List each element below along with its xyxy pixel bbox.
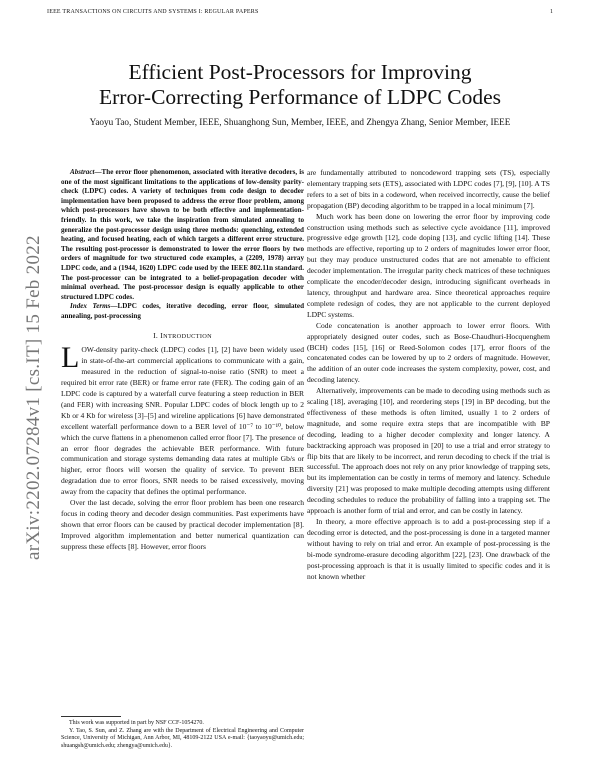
- index-terms-label: Index Terms: [70, 302, 111, 311]
- intro-paragraph-2: Over the last decade, solving the error floor problem has been one research focus in coding theory and decoder design communities. Past experiments have shown that error floors can be caused by practical decoder implementation [8]. Improved algorithm implementation and better numerical quantization can suppress these effects [8]. However, error floors: [61, 498, 304, 551]
- abstract-label: Abstract: [70, 168, 95, 176]
- right-column: [307, 168, 550, 582]
- section-title-initial: I: [160, 330, 164, 340]
- footnote-affiliation: Y. Tao, S. Sun, and Z. Zhang are with the Department of Electrical Engineering and Computer Science, University of Michigan, Ann Arbor, MI, 48109-2122 USA e-mail: {taoyaoyu@umich.edu; shuangsh@umich.edu; zhengya@umich.edu}.: [61, 727, 304, 749]
- running-header: IEEE TRANSACTIONS ON CIRCUITS AND SYSTEMS I: REGULAR PAPERS: [47, 9, 259, 15]
- section-title-rest: NTRODUCTION: [163, 332, 212, 340]
- intro-paragraph-1-text: OW-density parity-check (LDPC) codes [1], [2] have been widely used in state-of-the-art commercial applications to communicate with a gain, measured in the reduction of signal-to-noise ratio (SNR) to meet a required bit error rate (BER) or frame error rate (FER). The coding gain of an LDPC code is captured by a waterfall curve featuring a steep reduction in BER (and FER) with increasing SNR. Popular LDPC codes of block length up to 2 Kb or 4 Kb for wireless [3]–[5] and wireline applications [6] have demonstrated excellent waterfall performance down to a BER level of 10⁻⁷ to 10⁻¹⁰, below which the curve flattens in a phenomenon called error floor [7]. The presence of an error floor degrades the achievable BER performance. With future communication and storage systems demanding data rates at multiple Gb/s or higher, error floors will worsen the quality of service. To prevent BER degradation due to error floors, SNR needs to be raised excessively, moving away from the capacity that defines the optimal performance.: [61, 345, 304, 497]
- left-column: [61, 168, 304, 553]
- arxiv-identifier: arXiv:2202.07284v1 [cs.IT] 15 Feb 2022: [23, 235, 44, 560]
- right-paragraph-2: Much work has been done on lowering the error floor by improving code construction using methods such as selective cycle avoidance [11], improved progressive edge growth [12], code doping [13], and cyclic lifting [14]. These methods are effective, reporting up to 2 orders of magnitudes lower error floor, but they may produce unstructured codes that are not amenable to efficient decoder implementation. The irregular parity check matrices of these techniques complicate the encoder/decoder design, introducing significant overheads in latency, throughput and hardware area. Since theoretical approaches require complete redesign of codes, they are not applicable to the current deployed LDPC systems.: [307, 211, 550, 319]
- right-paragraph-5: In theory, a more effective approach is to add a post-processing step if a decoding error is detected, and the post-processing is done in a targeted manner without having to rely on trial and error. An example of post-processing is the bi-mode syndrome-erasure decoding algorithm [22], [23]. One drawback of the post-processing approach is that it is usually limited to specific codes and it is not known whether: [307, 517, 550, 581]
- footnote-rule: [61, 716, 121, 717]
- right-paragraph-1: are fundamentally attributed to noncodeword trapping sets (TS), especially elementary trapping sets (ETS), associated with LDPC codes [7], [9], [10]. A TS refers to a set of bits in a codeword, when received incorrectly, cause the belief propagation (BP) decoding algorithm to be trapped in a local minimum [7].: [307, 168, 550, 210]
- section-numeral: I.: [153, 330, 159, 340]
- index-terms: [61, 302, 304, 321]
- paper-title: [0, 60, 600, 110]
- title-line-1: Efficient Post-Processors for Improving: [128, 60, 472, 84]
- drop-cap: L: [61, 341, 80, 375]
- page-number: 1: [550, 9, 553, 15]
- title-line-2: Error-Correcting Performance of LDPC Codes: [99, 85, 501, 109]
- right-paragraph-4: Alternatively, improvements can be made to decoding using methods such as scaling [18], averaging [10], and reordering steps [19] in BP decoding, but the effectiveness of these methods is often limited, usually 1 to 2 orders of magnitude, and some require extra steps that are incompatible with BP decoding, leading to a higher decoder complexity and longer latency. A backtracking approach was proposed in [20] to use a trial and error strategy to flip bits that are likely to be incorrect, and rerun decoding to check if the trial is successful. The approach does not rely on any prior knowledge of trapping sets, but its implementation can be costly in terms of memory and latency. Schedule diversity [21] was proposed to make multiple decoding attempts using different decoding schedules to reduce the probability of falling into a trapping set. The approach is another form of trial and error, and can be costly in latency.: [307, 386, 550, 516]
- author-list: Yaoyu Tao, Student Member, IEEE, Shuanghong Sun, Member, IEEE, and Zhengya Zhang, Senior Member, IEEE: [89, 117, 511, 127]
- footnote-funding: This work was supported in part by NSF CCF-1054270.: [69, 720, 204, 726]
- abstract-text: —The error floor phenomenon, associated with iterative decoders, is one of the most significant limitations to the applications of low-density parity-check (LDPC) codes. A variety of techniques from code design to decoder implementation have been proposed to address the error floor problem, among which post-processors have shown to be both effective and implementation-friendly. In this work, we take the inspiration from simulated annealing to generalize the post-processor design using three methods: quenching, extended heating, and focused heating, each of which targets a different error structure. The resulting post-processor is demonstrated to lower the error floors by two orders of magnitude for two structured code examples, a (2209, 1978) array LDPC code, and a (1944, 1620) LDPC code used by the IEEE 802.11n standard. The post-processor can be integrated to a belief-propagation decoder with minimal overhead. The post-processor design is equally applicable to other structured LDPC codes.: [61, 168, 304, 301]
- footnote: [61, 716, 304, 750]
- index-terms-text: —LDPC codes, iterative decoding, error floor, simulated annealing, post-processing: [61, 302, 305, 320]
- arxiv-stamp: [8, 180, 44, 560]
- abstract: [61, 168, 304, 302]
- right-paragraph-3: Code concatenation is another approach to lower error floors. With appropriately designed outer codes, such as Bose-Chaudhuri-Hocquenghem (BCH) codes [15], [16] or Reed-Solomon codes [17], error floors of the concatenated codes can be lowered by up to 2 orders of magnitude. However, the addition of an outer code increases the system complexity, power, cost, and decoding latency.: [307, 320, 550, 385]
- intro-paragraph-1: [61, 341, 304, 498]
- section-heading-introduction: [61, 331, 304, 343]
